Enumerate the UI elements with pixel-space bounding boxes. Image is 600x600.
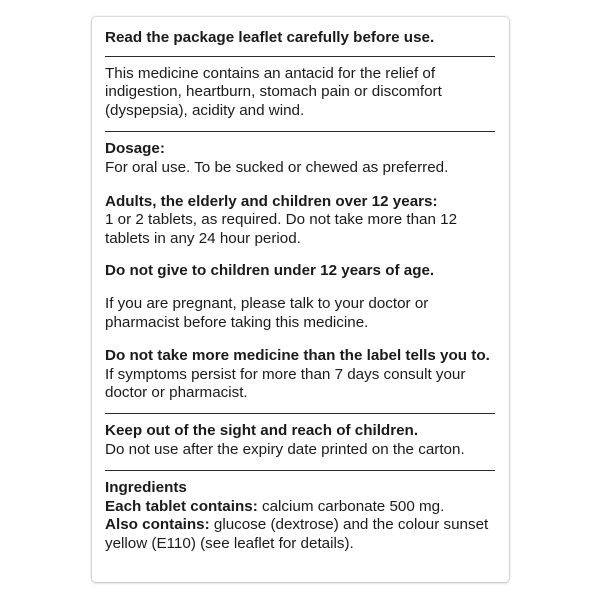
adults-section: [105, 193, 495, 263]
take-more-section: [105, 347, 495, 413]
intro-section: [105, 57, 495, 132]
dosage-heading: Dosage:: [105, 140, 165, 158]
keep-out-text: Do not use after the expiry date printed on the carton.: [105, 440, 465, 458]
keep-out-heading: Keep out of the sight and reach of children.: [105, 421, 419, 439]
each-tablet-line: [105, 498, 495, 517]
header-section: [105, 27, 495, 56]
take-more-text: If symptoms persist for more than 7 days consult your doctor or pharmacist.: [105, 365, 466, 402]
also-contains-label: Also contains:: [105, 516, 210, 534]
also-contains-line: [105, 516, 495, 553]
dosage-text: For oral use. To be sucked or chewed as preferred.: [105, 158, 449, 176]
take-more-paragraph: [105, 347, 495, 403]
each-tablet-text: calcium carbonate 500 mg.: [262, 497, 445, 515]
children-warning-section: [105, 262, 495, 295]
keep-out-section: [105, 414, 495, 470]
children-warning-text: Do not give to children under 12 years of age.: [105, 262, 435, 280]
pregnancy-section: [105, 295, 495, 347]
pregnancy-text: If you are pregnant, please talk to your doctor or pharmacist before taking this medicine.: [105, 294, 429, 331]
adults-text: 1 or 2 tablets, as required. Do not take more than 12 tablets in any 24 hour period.: [105, 211, 458, 247]
take-more-heading: Do not take more medicine than the label tells you to.: [105, 347, 490, 365]
adults-heading: Adults, the elderly and children over 12 years:: [105, 192, 438, 210]
also-contains-text: glucose (dextrose) and the colour sunset yellow (E110) (see leaflet for details).: [105, 516, 489, 552]
leaflet-panel: [92, 17, 509, 582]
intro-text: This medicine contains an antacid for the relief of indigestion, heartburn, stomach pain or discomfort (dyspepsia), acidity and wind.: [105, 64, 442, 119]
ingredients-section: [105, 471, 495, 553]
leaflet-title: Read the package leaflet carefully before use.: [105, 29, 435, 46]
each-tablet-label: Each tablet contains:: [105, 497, 258, 515]
ingredients-heading: Ingredients: [105, 479, 187, 497]
dosage-section: [105, 132, 495, 192]
